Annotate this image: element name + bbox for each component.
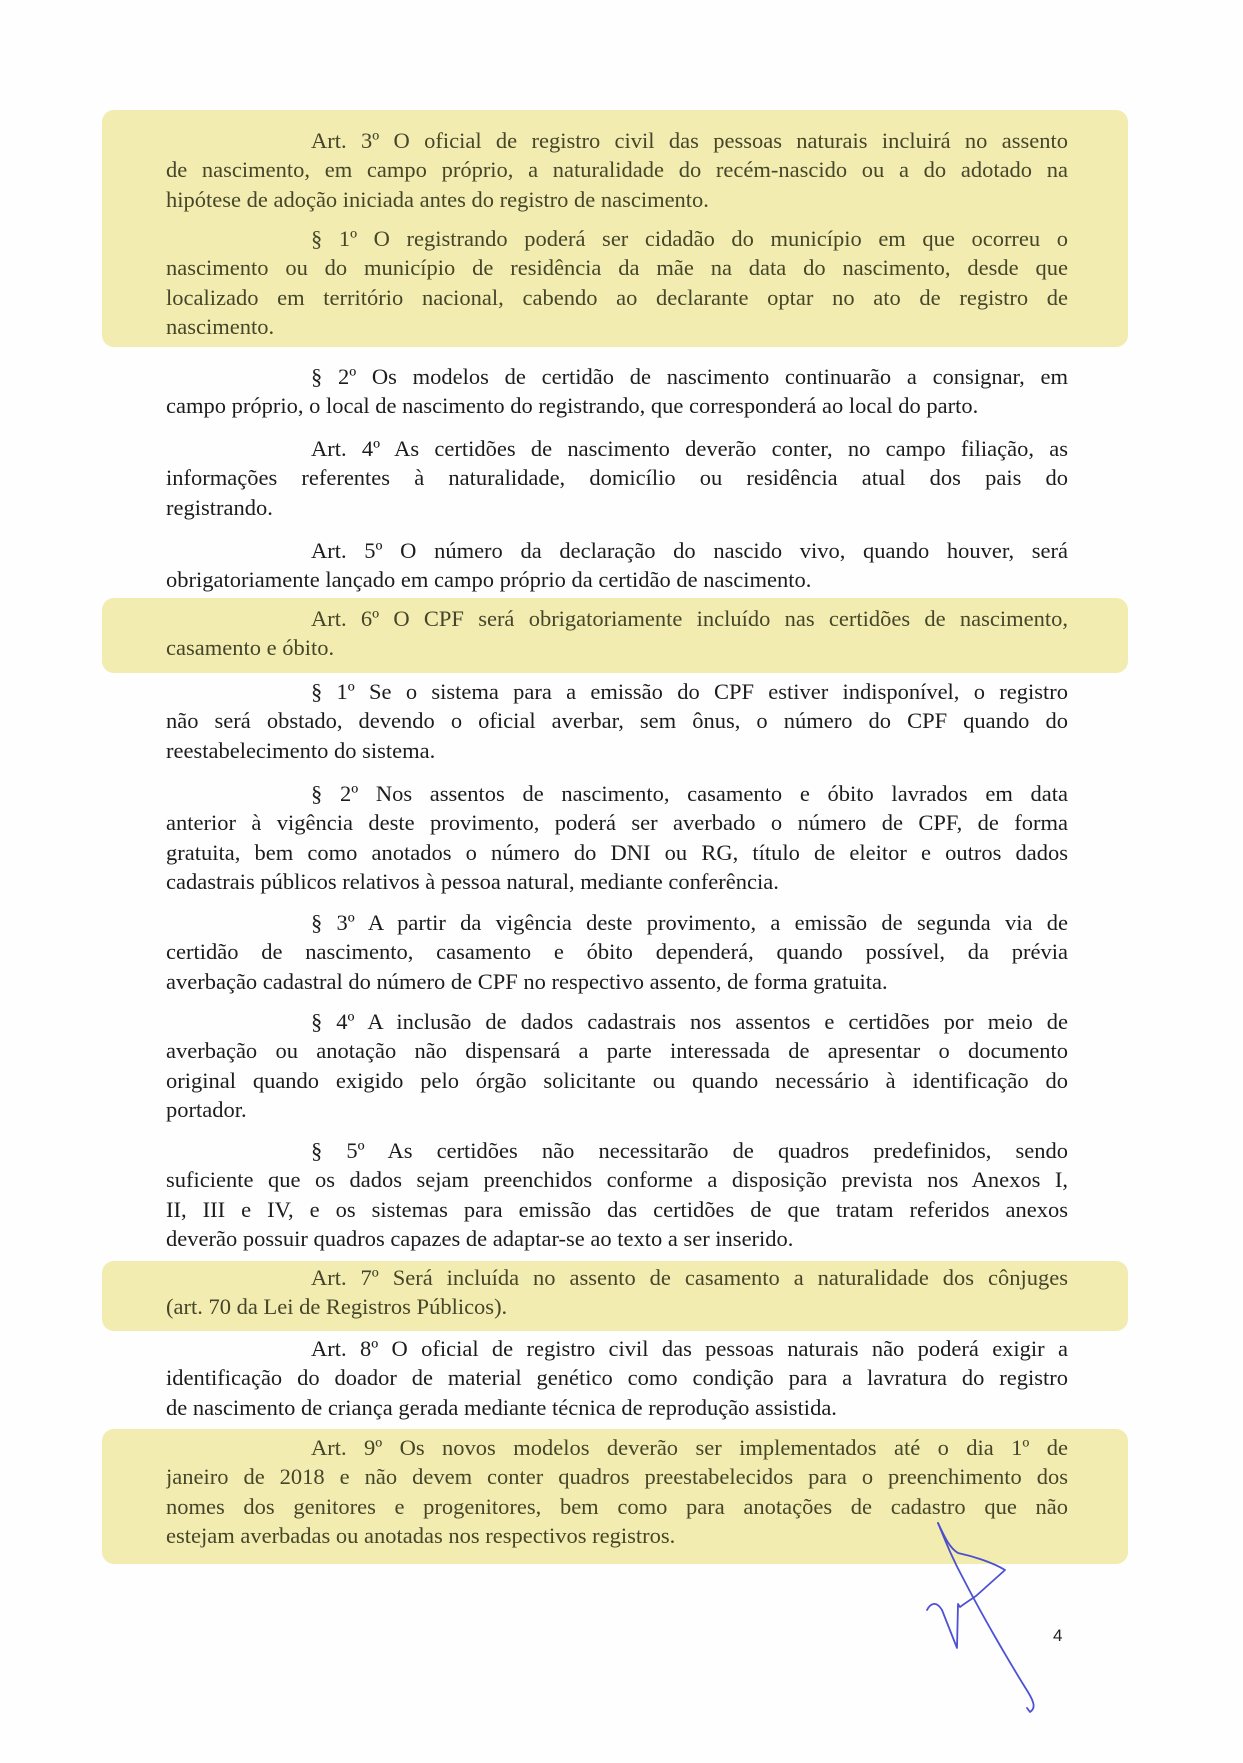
text-line: averbação cadastral do número de CPF no respectivo assento, de forma gratuita. (166, 968, 888, 994)
paragraph-art7 (166, 1263, 1068, 1322)
paragraph-art6-section5 (166, 1136, 1068, 1253)
text-line: localizado em território nacional, cabendo ao declarante optar no ato de registro de (166, 284, 1068, 310)
paragraph-art6-section4 (166, 1007, 1068, 1124)
text-line: § 2º Os modelos de certidão de nascimento continuarão a consignar, em (311, 364, 1068, 389)
paragraph-art4 (166, 434, 1068, 522)
text-line: deverão possuir quadros capazes de adaptar-se ao texto a ser inserido. (166, 1225, 794, 1251)
text-line: II, III e IV, e os sistemas para emissão das certidões de que tratam referidos anexos (166, 1196, 1068, 1222)
text-line: § 5º As certidões não necessitarão de quadros predefinidos, sendo (311, 1138, 1068, 1163)
text-line: § 3º A partir da vigência deste provimento, a emissão de segunda via de (311, 910, 1068, 935)
text-line: cadastrais públicos relativos à pessoa natural, mediante conferência. (166, 868, 779, 894)
text-line: casamento e óbito. (166, 635, 335, 661)
signature-image (900, 1500, 1063, 1720)
text-line: gratuita, bem como anotados o número do DNI ou RG, título de eleitor e outros dados (166, 839, 1068, 865)
text-line: de nascimento, em campo próprio, a naturalidade do recém-nascido ou a do adotado na (166, 157, 1068, 183)
paragraph-art6-section1 (166, 677, 1068, 765)
text-line: averbação ou anotação não dispensará a parte interessada de apresentar o documento (166, 1038, 1068, 1064)
text-line: registrando. (166, 494, 273, 520)
paragraph-art5 (166, 536, 1068, 595)
signature-stroke-main (938, 1523, 1034, 1712)
text-line: informações referentes à naturalidade, domicílio ou residência atual dos pais do (166, 465, 1068, 491)
text-line: portador. (166, 1096, 247, 1122)
paragraph-art3 (166, 126, 1068, 214)
text-line: § 2º Nos assentos de nascimento, casamento e óbito lavrados em data (311, 781, 1068, 806)
text-line: § 1º O registrando poderá ser cidadão do município em que ocorreu o (311, 226, 1068, 251)
text-line: de nascimento de criança gerada mediante técnica de reprodução assistida. (166, 1394, 837, 1420)
text-line: nascimento. (166, 313, 275, 339)
text-line: Art. 8º O oficial de registro civil das pessoas naturais não poderá exigir a (311, 1336, 1068, 1361)
text-line: § 4º A inclusão de dados cadastrais nos assentos e certidões por meio de (311, 1009, 1068, 1034)
text-line: (art. 70 da Lei de Registros Públicos). (166, 1294, 508, 1320)
text-line: Art. 3º O oficial de registro civil das pessoas naturais incluirá no assento (311, 128, 1068, 153)
text-line: nomes dos genitores e progenitores, bem como para anotações de cadastro que não (166, 1493, 1068, 1519)
text-line: estejam averbadas ou anotadas nos respectivos registros. (166, 1522, 676, 1548)
text-line: § 1º Se o sistema para a emissão do CPF estiver indisponível, o registro (311, 679, 1068, 704)
text-line: anterior à vigência deste provimento, poderá ser averbado o número de CPF, de forma (166, 810, 1068, 836)
text-line: Art. 6º O CPF será obrigatoriamente incluído nas certidões de nascimento, (311, 606, 1068, 631)
text-line: Art. 7º Será incluída no assento de casamento a naturalidade dos cônjuges (311, 1265, 1068, 1290)
text-line: original quando exigido pelo órgão solicitante ou quando necessário à identificação do (166, 1067, 1068, 1093)
paragraph-art3-section1 (166, 224, 1068, 341)
text-line: hipótese de adoção iniciada antes do registro de nascimento. (166, 186, 709, 212)
text-line: Art. 9º Os novos modelos deverão ser implementados até o dia 1º de (311, 1435, 1068, 1460)
paragraph-art6-section2 (166, 779, 1068, 896)
text-line: Art. 5º O número da declaração do nascido vivo, quando houver, será (311, 538, 1068, 563)
text-line: nascimento ou do município de residência da mãe na data do nascimento, desde que (166, 255, 1068, 281)
text-line: reestabelecimento do sistema. (166, 737, 436, 763)
text-line: não será obstado, devendo o oficial averbar, sem ônus, o número do CPF quando do (166, 708, 1068, 734)
paragraph-art3-section2 (166, 362, 1068, 421)
text-line: identificação do doador de material genético como condição para a lavratura do registro (166, 1365, 1068, 1391)
text-line: suficiente que os dados sejam preenchidos conforme a disposição prevista nos Anexos I, (166, 1167, 1068, 1193)
text-line: janeiro de 2018 e não devem conter quadros preestabelecidos para o preenchimento dos (166, 1464, 1068, 1490)
text-line: campo próprio, o local de nascimento do registrando, que corresponderá ao local do parto. (166, 393, 979, 419)
paragraph-art8 (166, 1334, 1068, 1422)
text-line: Art. 4º As certidões de nascimento deverão conter, no campo filiação, as (311, 436, 1068, 461)
text-line: obrigatoriamente lançado em campo próprio da certidão de nascimento. (166, 567, 812, 593)
paragraph-art6 (166, 604, 1068, 663)
page-number: 4 (1053, 1626, 1063, 1645)
paragraph-art6-section3 (166, 908, 1068, 996)
text-line: certidão de nascimento, casamento e óbito dependerá, quando possível, da prévia (166, 939, 1068, 965)
